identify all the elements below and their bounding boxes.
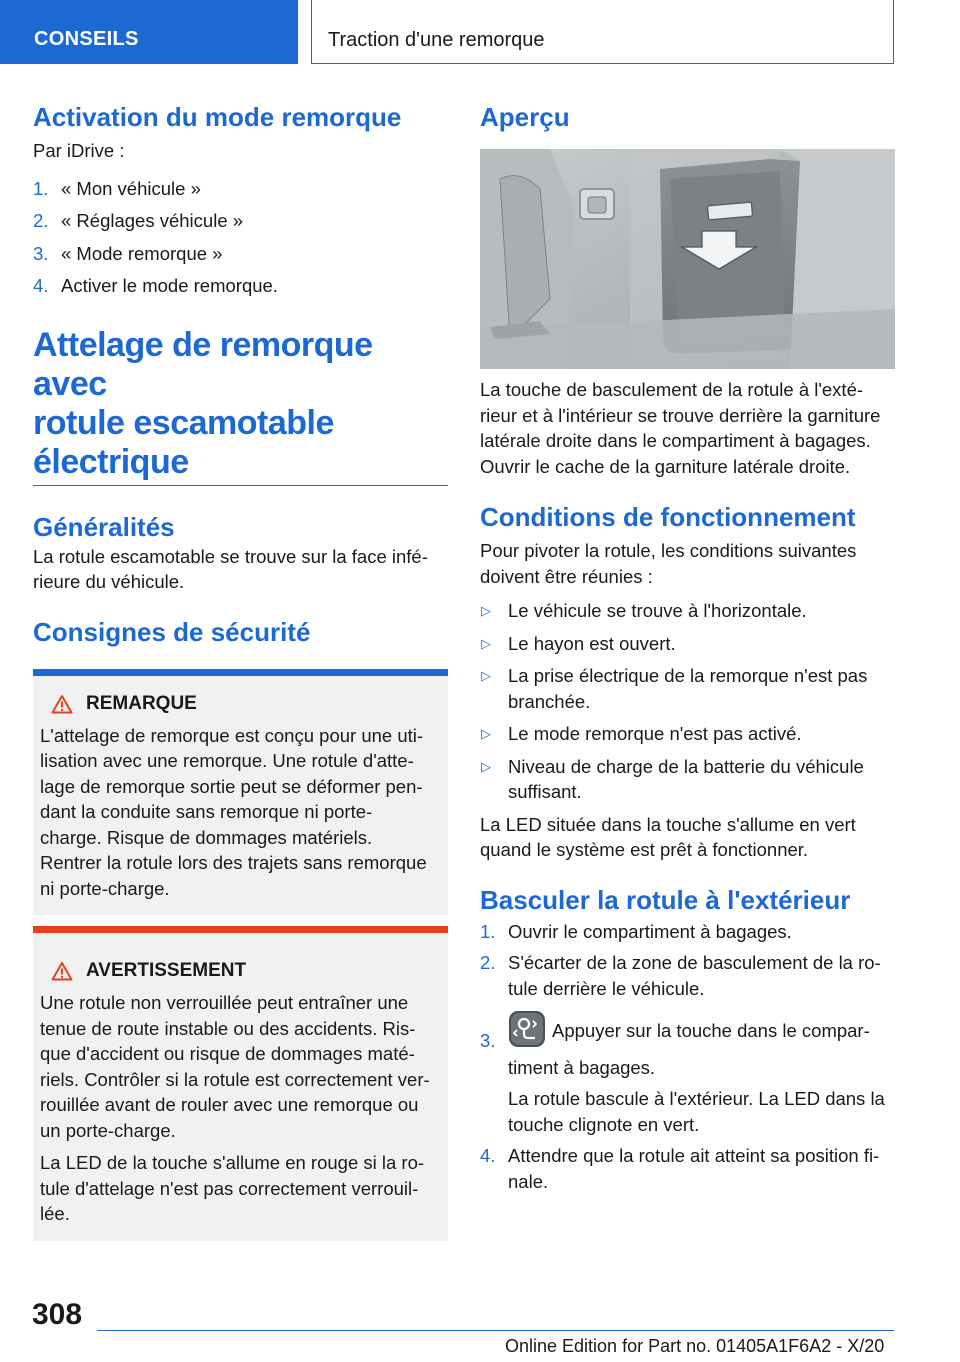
heading-safety: Consignes de sécurité <box>33 616 311 647</box>
list-item: ▷ Le mode remorque n'est pas activé. <box>480 721 895 747</box>
conditions-intro: doivent être réunies : <box>480 565 653 587</box>
basculer-steps <box>480 919 895 1195</box>
list-item: ▷ Niveau de charge de la batterie du véhicule suffisant. <box>481 755 864 802</box>
list-item: 1. « Mon véhicule » <box>33 177 201 199</box>
notice-title: REMARQUE <box>51 691 440 717</box>
notice-bar <box>33 669 448 676</box>
warning-bar <box>33 926 448 933</box>
list-item: ▷ Le véhicule se trouve à l'horizontale. <box>480 598 895 624</box>
heading-activation: Activation du mode remorque <box>33 102 402 132</box>
list-item: 2. S'écarter de la zone de basculement de la ro- tule derrière le véhicule. <box>480 952 881 999</box>
warning-triangle-icon <box>51 961 73 981</box>
tow-ball-button-icon <box>508 1010 546 1055</box>
notice-text: L'attelage de remorque est conçu pour une uti- lisation avec une remorque. Une rotule d'atte- lage de remorque sortie peut se déformer pen- dant la conduite sans remorque ni porte- charge. Risque de dommages matériels. Rentrer la rotule lors des trajets sans remorque ni porte-charge. <box>40 724 427 899</box>
generalites-line: rieure du véhicule. <box>33 571 185 592</box>
heading-basculer: Basculer la rotule à l'extérieur <box>480 884 851 915</box>
list-item: 4. Activer le mode remorque. <box>33 275 278 296</box>
list-item: ▷ Le hayon est ouvert. <box>480 631 895 657</box>
chapter-rule <box>33 485 448 486</box>
conditions-list <box>480 598 895 805</box>
right-column <box>480 100 895 1194</box>
led-text: La LED située dans la touche s'allume en vert <box>480 813 856 835</box>
triangle-right-icon: ▷ <box>481 635 491 651</box>
triangle-right-icon: ▷ <box>481 668 491 683</box>
trunk-side-panel-image <box>480 149 895 369</box>
page-number: 308 <box>32 1298 83 1331</box>
list-item: 3. Appuyer sur la touche dans le compar- timent à bagages. La rotule bascule à l'extérieur. La LED dans la touche clignote en vert. <box>480 1007 895 1137</box>
heading-conditions: Conditions de fonctionnement <box>480 502 856 532</box>
list-item: 4. Attendre que la rotule ait atteint sa position fi- nale. <box>480 1145 880 1192</box>
list-item: ▷ La prise électrique de la remorque n'est pas branchée. <box>481 665 868 712</box>
warning-title: AVERTISSEMENT <box>51 958 440 984</box>
generalites-line: La rotule escamotable se trouve sur la face infé- <box>33 545 428 567</box>
warning-box <box>33 926 448 1241</box>
header-title-box <box>311 0 894 64</box>
footer-edition: Online Edition for Part no. 01405A1F6A2 - X/20 <box>505 1336 885 1356</box>
triangle-right-icon: ▷ <box>481 603 491 618</box>
heading-apercu: Aperçu <box>480 102 570 132</box>
warning-led-text: La LED de la touche s'allume en rouge si la ro- tule d'attelage n'est pas correctement verrouil- lée. <box>40 1152 425 1224</box>
section-label: CONSEILS <box>34 28 139 50</box>
list-item: 2. « Réglages véhicule » <box>33 210 244 231</box>
heading-generalites: Généralités <box>33 511 175 542</box>
list-item: 1. Ouvrir le compartiment à bagages. <box>480 920 792 942</box>
triangle-right-icon: ▷ <box>481 758 491 774</box>
warning-triangle-icon <box>51 694 73 714</box>
list-item: 3. « Mode remorque » <box>33 242 223 264</box>
triangle-right-icon: ▷ <box>481 726 491 741</box>
activation-steps <box>33 176 448 299</box>
left-column <box>33 100 448 1241</box>
led-text: quand le système est prêt à fonctionner. <box>480 839 809 860</box>
header-title: Traction d'une remorque <box>328 29 545 51</box>
section-tab <box>0 0 298 64</box>
conditions-intro: Pour pivoter la rotule, les conditions suivantes <box>480 540 857 561</box>
activation-intro: Par iDrive : <box>33 140 125 161</box>
chapter-title: Attelage de remorque avec rotule escamotable électrique <box>33 325 373 481</box>
notice-box <box>33 669 448 916</box>
warning-text: Une rotule non verrouillée peut entraîner une tenue de route instable ou des accidents. Ris- que d'accident ou risque de dommages maté- riels. Contrôler si la rotule est correctement ver- rouillée avant de rouler avec une remorque ou un porte-charge. <box>40 992 430 1141</box>
footer-rule <box>97 1330 894 1331</box>
apercu-text: La touche de basculement de la rotule à l'exté- rieur et à l'intérieur se trouve derrière la garniture latérale droite dans le compartiment à bagages. Ouvrir le cache de la garniture latérale droite. <box>480 379 881 477</box>
